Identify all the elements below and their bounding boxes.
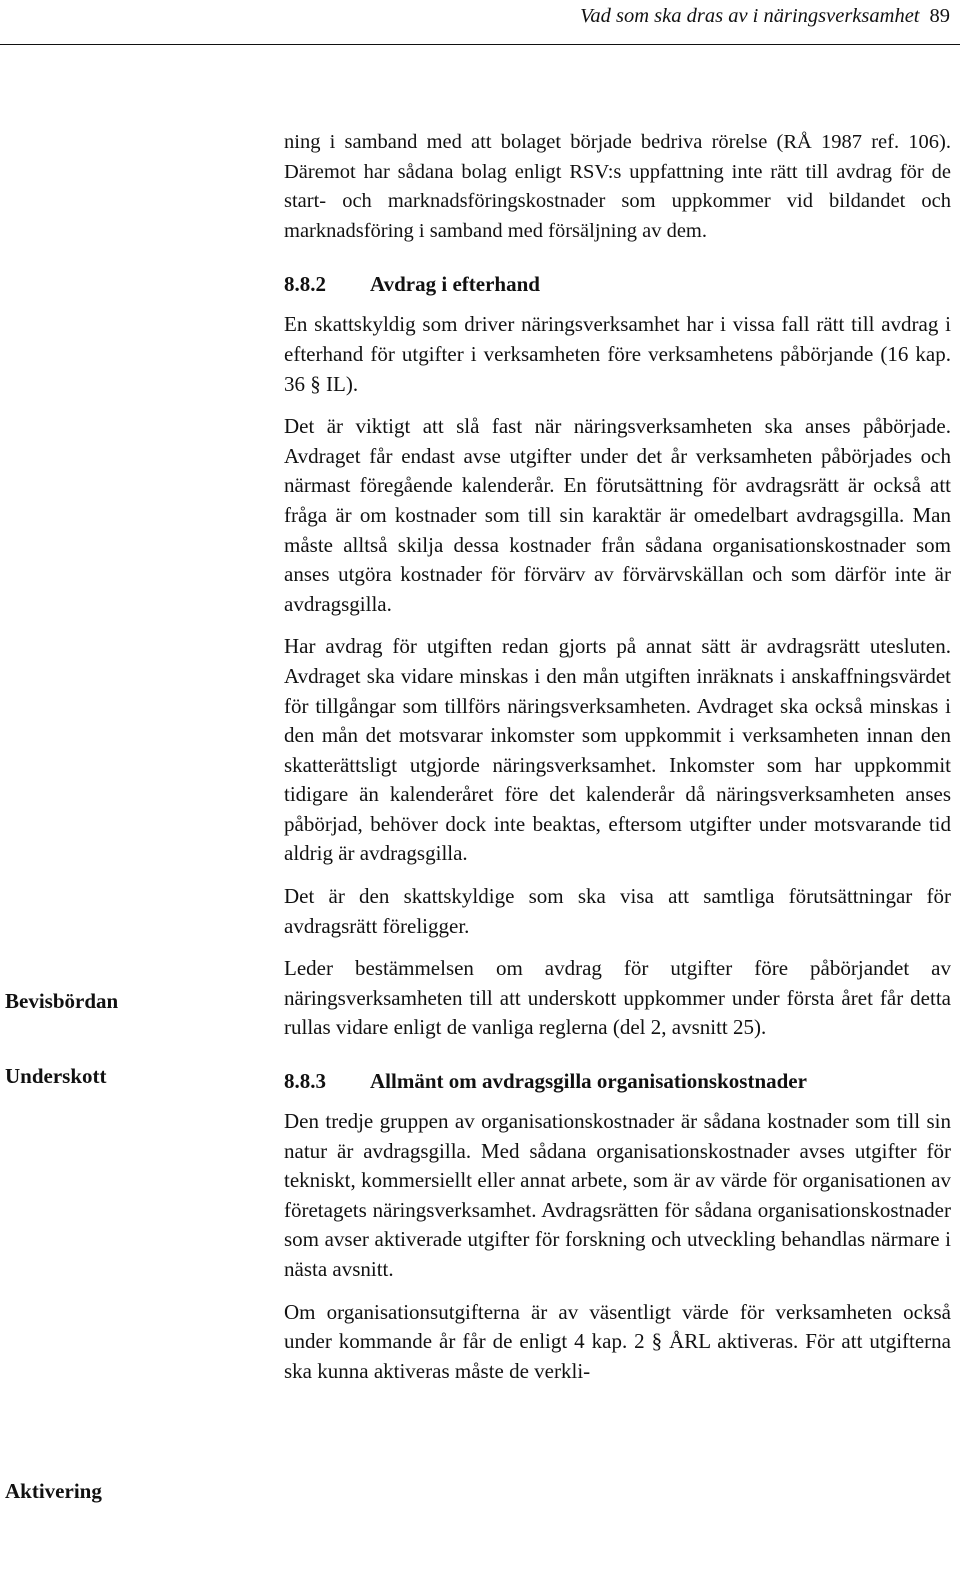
section-heading-8-8-3 — [284, 1066, 951, 1096]
paragraph-bevisbordan: Det är den skattskyldige som ska visa att samtliga förutsättningar för avdragsrätt föreligger. — [284, 884, 951, 938]
section-number: 8.8.3 — [284, 1069, 326, 1094]
section-title: Allmänt om avdragsgilla organisationskostnader — [370, 1069, 807, 1094]
running-header — [580, 0, 950, 32]
paragraph-efterhand-3: Har avdrag för utgiften redan gjorts på annat sätt är avdragsrätt utesluten. Avdraget ska vidare minskas i den mån utgiften inräknats i anskaffningsvärdet för tillgångar som tillförs näringsverksamheten. Avdraget ska också minskas i den mån det motsvarar inkomster som uppkommit i verksamheten innan den skatterättsligt utgjorde näringsverksamhet. Inkomster som har uppkommit tidigare än kalenderåret före det kalenderår då näringsverksamheten anses påbörjad, behöver dock inte beaktas, eftersom utgifter under motsvarande tid aldrig är avdragsgilla. — [284, 634, 951, 866]
header-divider — [0, 44, 960, 45]
margin-note-underskott: Underskott — [5, 1064, 107, 1088]
main-text-column — [284, 128, 951, 1399]
paragraph-underskott: Leder bestämmelsen om avdrag för utgifter före påbörjandet av näringsverksamheten till att underskott uppkommer under första året får detta rullas vidare enligt de vanliga reglerna (del 2, avsnitt 25). — [284, 956, 951, 1040]
margin-note-bevisbordan: Bevisbördan — [5, 989, 119, 1013]
paragraph-aktivering: Om organisationsutgifterna är av väsentligt värde för verksamheten också under kommande år får de enligt 4 kap. 2 § ÅRL aktiveras. För att utgifterna ska kunna aktiveras måste de verkli- — [284, 1299, 951, 1383]
running-title: Vad som ska dras av i näringsverksamhet — [580, 5, 920, 27]
paragraph-intro: ning i samband med att bolaget började bedriva rörelse (RÅ 1987 ref. 106). Däremot har sådana bolag enligt RSV:s uppfattning inte rätt till avdrag för de start- och marknadsföringskostnader som uppkommer vid bildandet och marknadsföring i samband med försäljning av dem. — [284, 131, 951, 242]
paragraph-efterhand-1: En skattskyldig som driver näringsverksamhet har i vissa fall rätt till avdrag i efterhand för utgifter i verksamheten före verksamhetens påbörjande (16 kap. 36 § IL). — [284, 312, 951, 396]
section-title: Avdrag i efterhand — [370, 272, 540, 297]
paragraph-efterhand-2: Det är viktigt att slå fast när näringsverksamheten ska anses påbörjade. Avdraget får endast avse utgifter under det år verksamheten påbörjades och närmast föregående kalenderår. En förutsättning för avdragsrätt är också att fråga är om kostnader som till sin karaktär är omedelbart avdragsgilla. Man måste alltså skilja dessa kostnader från sådana organisationskostnader som anses utgöra kostnader för förvärv av förvärvskällan och som därför inte är avdragsgilla. — [284, 414, 951, 616]
page-number: 89 — [929, 5, 950, 27]
section-heading-8-8-2 — [284, 269, 951, 299]
paragraph-organisationskostnader-1: Den tredje gruppen av organisationskostnader är sådana kostnader som till sin natur är avdragsgilla. Med sådana organisationskostnader avses utgifter för tekniskt, kommersiellt eller annat arbete, som är av värde för organisationen av företagets näringsverksamhet. Avdragsrätten för sådana organisationskostnader som avser aktiverade utgifter för forskning och utveckling behandlas närmare i nästa avsnitt. — [284, 1109, 951, 1281]
section-number: 8.8.2 — [284, 272, 326, 297]
margin-note-aktivering: Aktivering — [5, 1479, 102, 1503]
